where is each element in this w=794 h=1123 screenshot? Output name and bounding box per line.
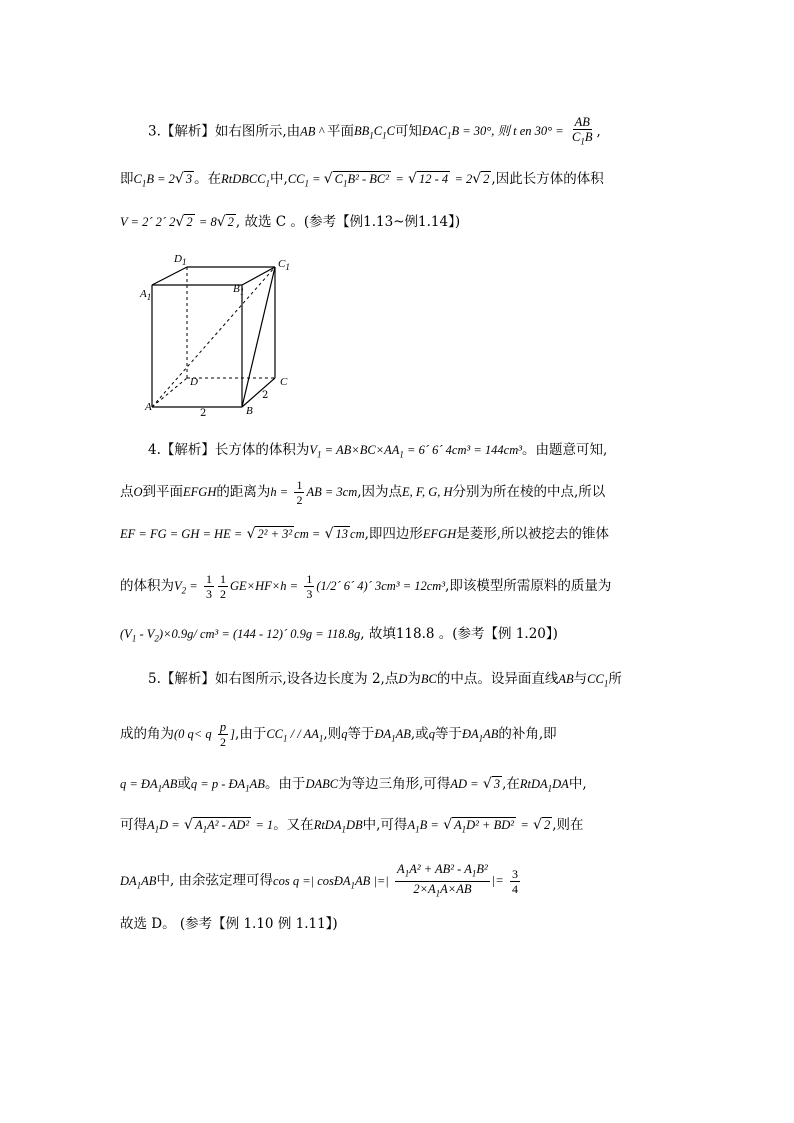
p4-line-4: 的体积为$V_2$ = $\frac{1}{3}$ $\frac{1}{2}$ GE×HF×h = $\frac{1}{3}$ (1/2´ 6´ 4)´ 3cm³ = 12cm³,即该模型所需原料的质量为 [120, 572, 612, 601]
label-b: B [246, 405, 253, 417]
p4-half: $\frac{1}{2}$ [296, 478, 303, 507]
p3-math: $BB_1C_1C$ [353, 124, 395, 141]
label-edge-ab: 2 [200, 408, 207, 419]
p4-line-3: EF = FG = GH = HE = √ 2² + 3² cm = √ 13 cm,即四边形EFGH是菱形,所以被挖去的锥体 [120, 526, 610, 542]
label-edge-bc: 2 [262, 390, 269, 401]
label-a1: $A_1$ [140, 288, 152, 303]
p3-text: 可知 [394, 123, 422, 140]
p5-cos-fraction: $\frac{A_1A^2 + AB^2 - A_1B^2}{2\times A_1A\times AB}$ [397, 862, 488, 898]
p5-line-1: 5.【解析】如右图所示,设各边长度为 2,点D为BC的中点。设异面直线AB与$CC_1$所 [148, 671, 622, 689]
p3-math: AB ^ [300, 124, 327, 139]
label-c1: $C_1$ [278, 258, 290, 273]
label-b1: $B_1$ [233, 283, 245, 298]
p5-line-6: 故选 D。 (参考【例 1.10 例 1.11】) [120, 916, 338, 932]
p5-line-4: 可得$A_1D$ = √ $A_1A^2 - AD^2 = 1$。又在RtDA$_1$DB中,可得$A_1B$ = √ $A_1D^2 + BD^2$ = √ 2 ,则在 [120, 817, 584, 835]
p3-text: 3.【解析】如右图所示,由 [148, 123, 301, 140]
p5-line-2: 成的角为(0 q< q $\frac{p}{2}$ ],由于$CC_1$ / / $AA_1$,则q等于$ÐA_1AB$,或q等于$ÐA_1AB$的补角,即 [120, 720, 557, 749]
label-d1: $D_1$ [174, 253, 187, 268]
label-c: C [280, 376, 288, 388]
p5-line-5: $DA_1AB$中, 由余弦定理可得cos q =| cosÐA$_1$AB |=| $\frac{A_1A^2 + AB^2 - A_1B^2}{2\times A_1A\times AB}$ |= $\frac{3}{4}$ [120, 862, 518, 898]
label-a: A [145, 401, 152, 413]
p4-line-1: 4.【解析】长方体的体积为$V_1 = AB\times BC\times AA_1$ = 6´ 6´ 4cm³ = 144cm³。由题意可知, [148, 442, 608, 460]
p3-line-1: 3.【解析】如右图所示,由AB ^ 平面$BB_1C_1C$可知$ÐAC_1B = 30^\circ$, 则 t en 30° = $\frac{AB}{C_1B}$ , [148, 115, 601, 147]
p3-fraction: $\frac{AB}{C_1B}$ [572, 115, 593, 147]
p4-line-5: $(V_1 - V_2)\times 0.9g/$ cm³ = (144 - 12)´ 0.9g = 118.8g, 故填118.8 。(参考【例 1.20】) [120, 626, 558, 644]
p5-line-3: $q = ÐA_1AB$或$q = p - ÐA_1AB$。由于DABC为等边三角形,可得AD = √ 3 ,在RtDA$_1$DA中, [120, 776, 587, 794]
p3-line-2: 即$C_1B = 2√$ 3 。在RtDBCC$_1$中$,CC_1$ = √ $C_1B^2 - BC^2$ = √ 12 - 4 = 2√ 2 ,因此长方体的体积 [120, 171, 604, 189]
p3-text: 平面 [326, 123, 354, 140]
label-d: D [190, 376, 198, 388]
cuboid-figure [120, 245, 308, 430]
p4-line-2: 点O到平面EFGH的距离为h = $\frac{1}{2}$ AB = 3cm,因为点E, F, G, H分别为所在棱的中点,所以 [120, 478, 606, 507]
p3-math: $ÐAC_1B = 30^\circ$, 则 t en 30° = [421, 124, 564, 141]
p3-line-3: V = 2´ 2´ 2√ 2 = 8√ 2 , 故选 C 。(参考【例1.13~例1.14】) [120, 214, 461, 230]
